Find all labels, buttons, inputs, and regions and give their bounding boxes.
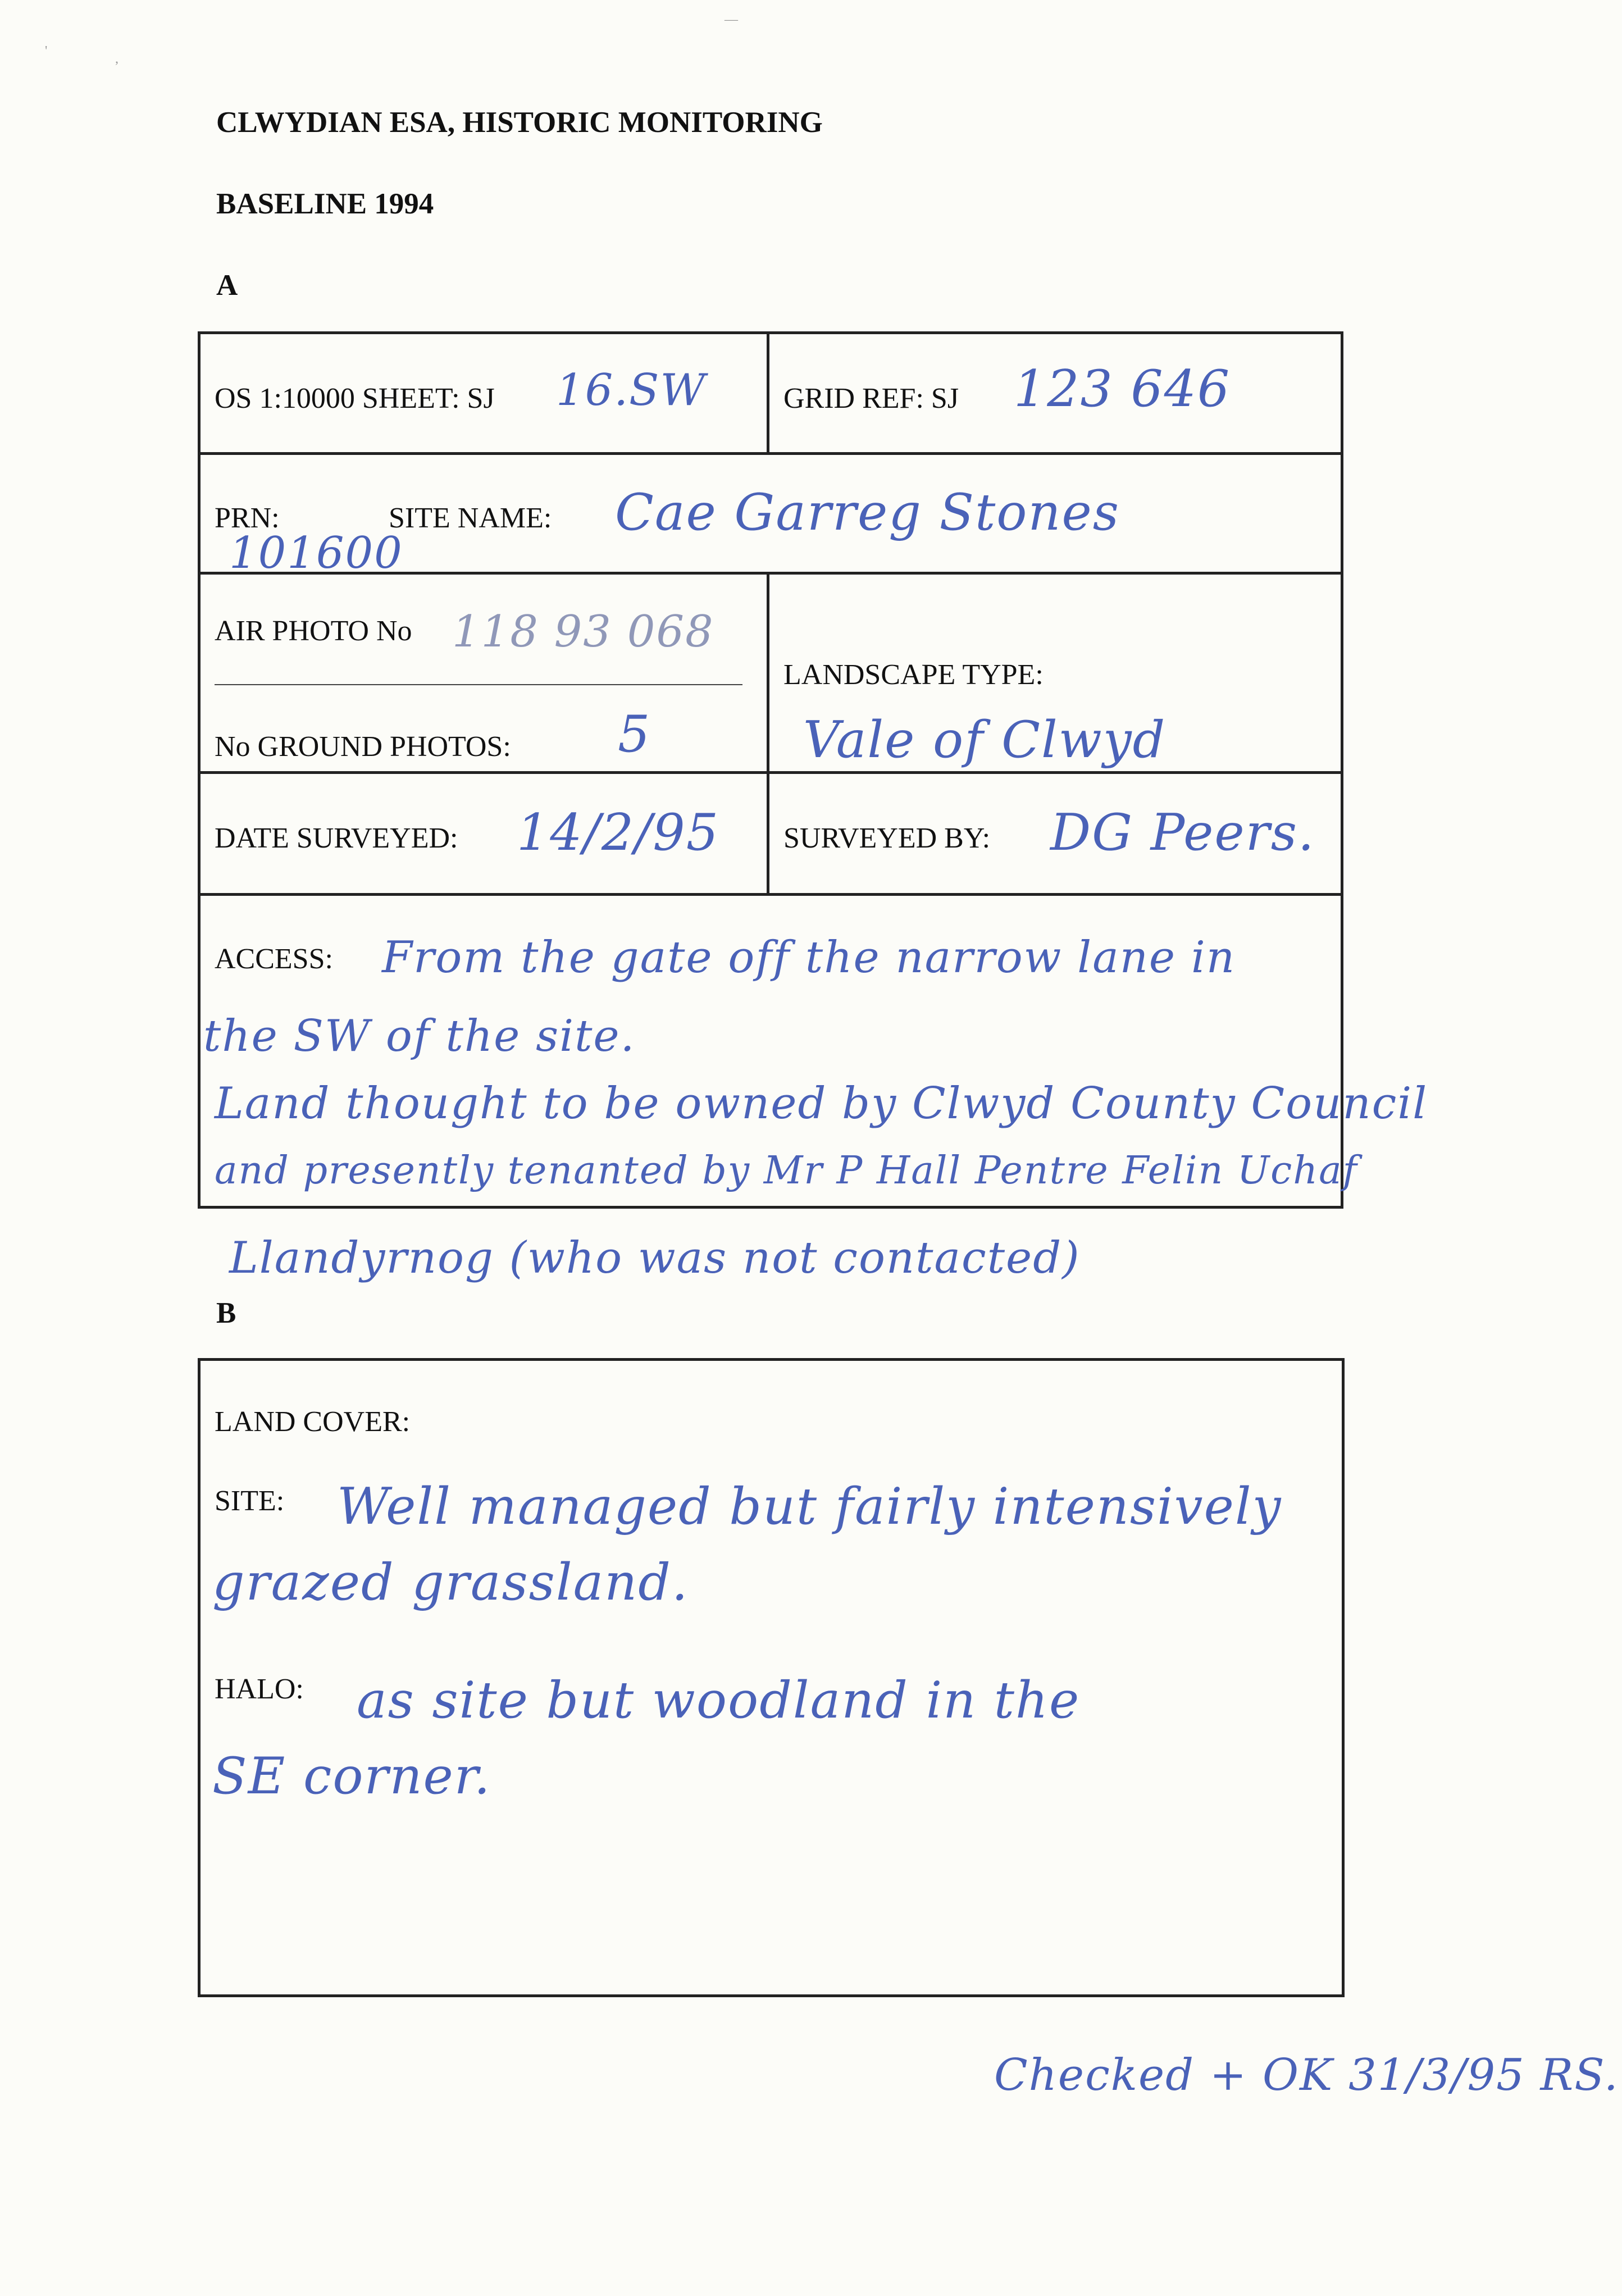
site-label: SITE:: [215, 1485, 285, 1517]
row-divider: [198, 771, 1343, 774]
access-line: and presently tenanted by Mr P Hall Pentre Felin Uchaf: [215, 1149, 1358, 1193]
site-line: Well managed but fairly intensively: [337, 1477, 1282, 1536]
baseline-heading: BASELINE 1994: [216, 188, 434, 220]
surveyed-by-label: SURVEYED BY:: [783, 822, 991, 854]
scan-speck: ,: [115, 52, 119, 66]
access-label: ACCESS:: [215, 943, 333, 975]
grid-ref-label: GRID REF: SJ: [783, 382, 959, 414]
ground-photos-label: No GROUND PHOTOS:: [215, 731, 511, 763]
section-b-label: B: [216, 1297, 236, 1329]
halo-line: SE corner.: [212, 1747, 491, 1806]
document-title: CLWYDIAN ESA, HISTORIC MONITORING: [216, 106, 823, 139]
os-sheet-value: 16.SW: [556, 365, 707, 416]
site-line: grazed grassland.: [212, 1553, 689, 1612]
air-photo-value: 118 93 068: [452, 607, 714, 657]
prn-value: 101600: [229, 528, 403, 578]
date-surveyed-value: 14/2/95: [517, 803, 719, 862]
form-a-box: [198, 331, 1343, 1209]
air-photo-underline: [215, 684, 742, 685]
access-line: the SW of the site.: [203, 1011, 636, 1062]
prn-label: PRN:: [215, 502, 280, 534]
section-a-label: A: [216, 269, 238, 302]
land-cover-label: LAND COVER:: [215, 1406, 411, 1438]
grid-ref-value: 123 646: [1014, 359, 1231, 418]
column-divider: [767, 331, 769, 454]
row-divider: [198, 452, 1343, 455]
landscape-type-value: Vale of Clwyd: [803, 710, 1167, 769]
halo-line: as site but woodland in the: [357, 1671, 1081, 1730]
column-divider: [767, 572, 769, 895]
site-name-label: SITE NAME:: [389, 502, 552, 534]
site-name-value: Cae Garreg Stones: [615, 483, 1120, 542]
date-surveyed-label: DATE SURVEYED:: [215, 822, 458, 854]
surveyed-by-value: DG Peers.: [1050, 803, 1315, 862]
checked-note: Checked + OK 31/3/95 RS.: [994, 2050, 1619, 2101]
scan-speck: ': [45, 44, 48, 58]
ground-photos-value: 5: [618, 705, 651, 764]
row-divider: [198, 893, 1343, 896]
access-line: Land thought to be owned by Clwyd County Council: [215, 1078, 1428, 1129]
landscape-type-label: LANDSCAPE TYPE:: [783, 659, 1044, 691]
access-line: From the gate off the narrow lane in: [382, 932, 1236, 983]
air-photo-label: AIR PHOTO No: [215, 615, 412, 647]
access-line: Llandyrnog (who was not contacted): [229, 1233, 1081, 1283]
scan-speck: —: [725, 12, 738, 27]
os-sheet-label: OS 1:10000 SHEET: SJ: [215, 382, 495, 414]
halo-label: HALO:: [215, 1673, 304, 1705]
